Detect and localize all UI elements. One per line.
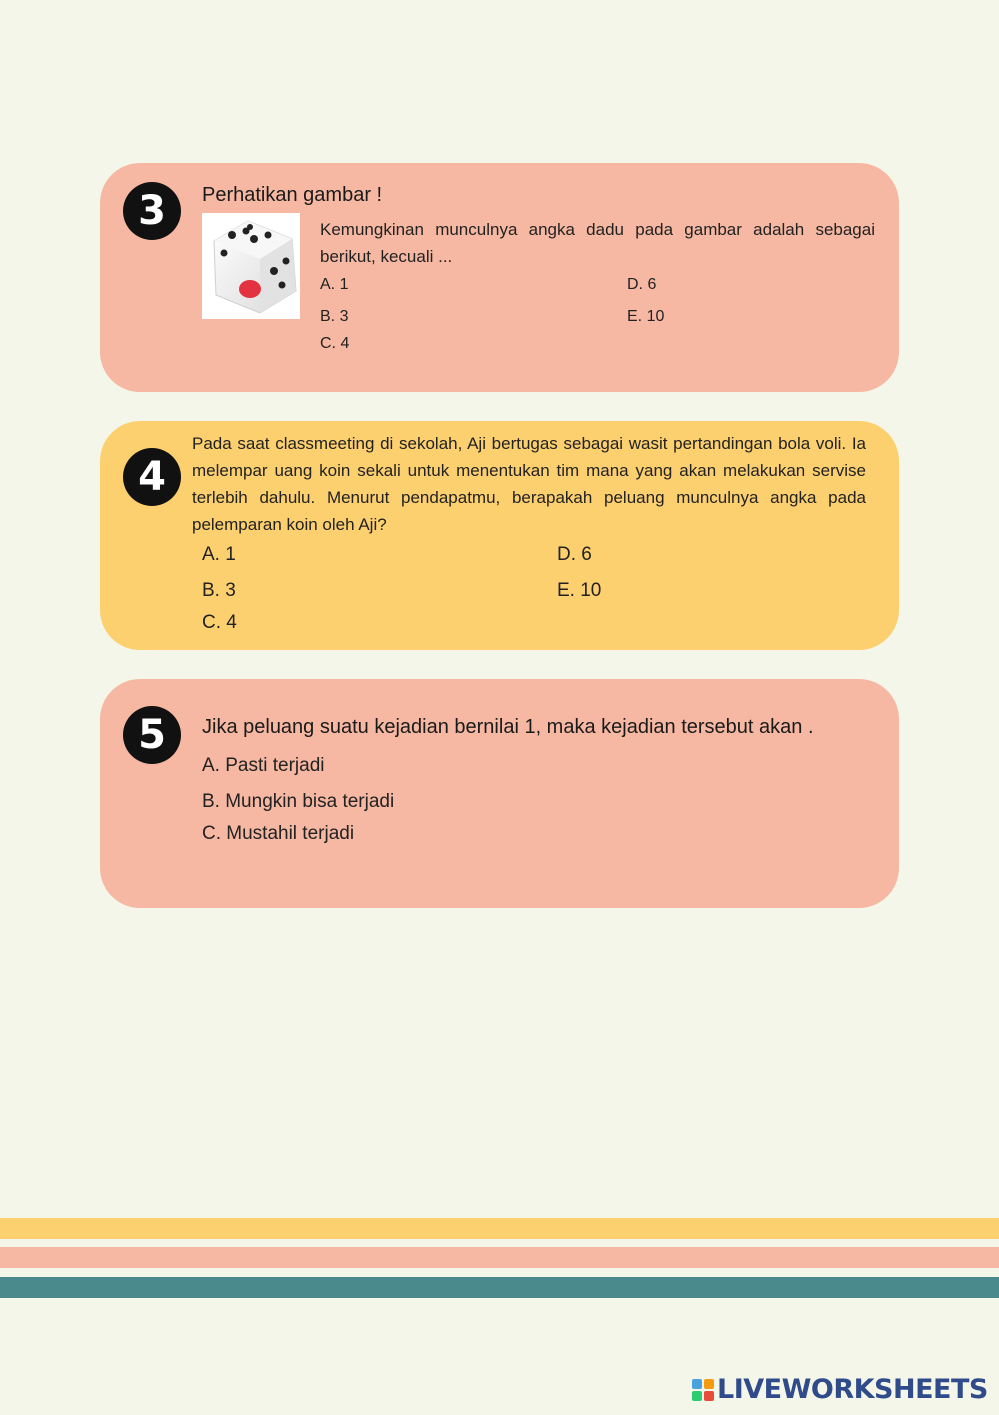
question-text: Pada saat classmeeting di sekolah, Aji bertugas sebagai wasit pertandingan bola voli. Ia melempar uang koin sekali untuk menentukan tim mana yang akan melakukan servise terlebih dahulu. Menurut pendapatmu, berapakah peluang munculnya angka pada pelemparan koin oleh Aji?	[192, 434, 866, 534]
option-b[interactable]: B. 3	[202, 580, 236, 601]
option-b[interactable]: B. Mungkin bisa terjadi	[202, 791, 395, 812]
logo-grid-icon	[692, 1379, 714, 1401]
question-title: Jika peluang suatu kejadian bernilai 1, maka kejadian tersebut akan .	[202, 716, 814, 738]
option-b[interactable]: B. 3	[320, 308, 349, 325]
question-3-card	[100, 163, 899, 392]
question-number-badge: 4	[123, 448, 181, 506]
question-text: Kemungkinan munculnya angka dadu pada gambar adalah sebagai berikut, kecuali ...	[320, 220, 875, 266]
option-c[interactable]: C. 4	[320, 335, 350, 352]
option-e[interactable]: E. 10	[557, 580, 602, 601]
stripe-yellow	[0, 1218, 999, 1239]
question-number-badge: 5	[123, 706, 181, 764]
option-e[interactable]: E. 10	[627, 308, 665, 325]
question-number-badge: 3	[123, 182, 181, 240]
option-c[interactable]: C. 4	[202, 612, 237, 633]
stripe-pink	[0, 1247, 999, 1268]
question-title: Perhatikan gambar !	[202, 184, 383, 206]
question-4-card	[100, 421, 899, 650]
stripe-teal	[0, 1277, 999, 1298]
option-a[interactable]: A. 1	[202, 544, 236, 565]
question-5-card	[100, 679, 899, 908]
option-a[interactable]: A. Pasti terjadi	[202, 755, 325, 776]
option-d[interactable]: D. 6	[557, 544, 592, 565]
option-a[interactable]: A. 1	[320, 276, 349, 293]
dice-image	[202, 213, 300, 319]
liveworksheets-logo[interactable]	[692, 1374, 988, 1405]
logo-text: LIVEWORKSHEETS	[717, 1374, 988, 1405]
option-c[interactable]: C. Mustahil terjadi	[202, 823, 355, 844]
option-d[interactable]: D. 6	[627, 276, 657, 293]
